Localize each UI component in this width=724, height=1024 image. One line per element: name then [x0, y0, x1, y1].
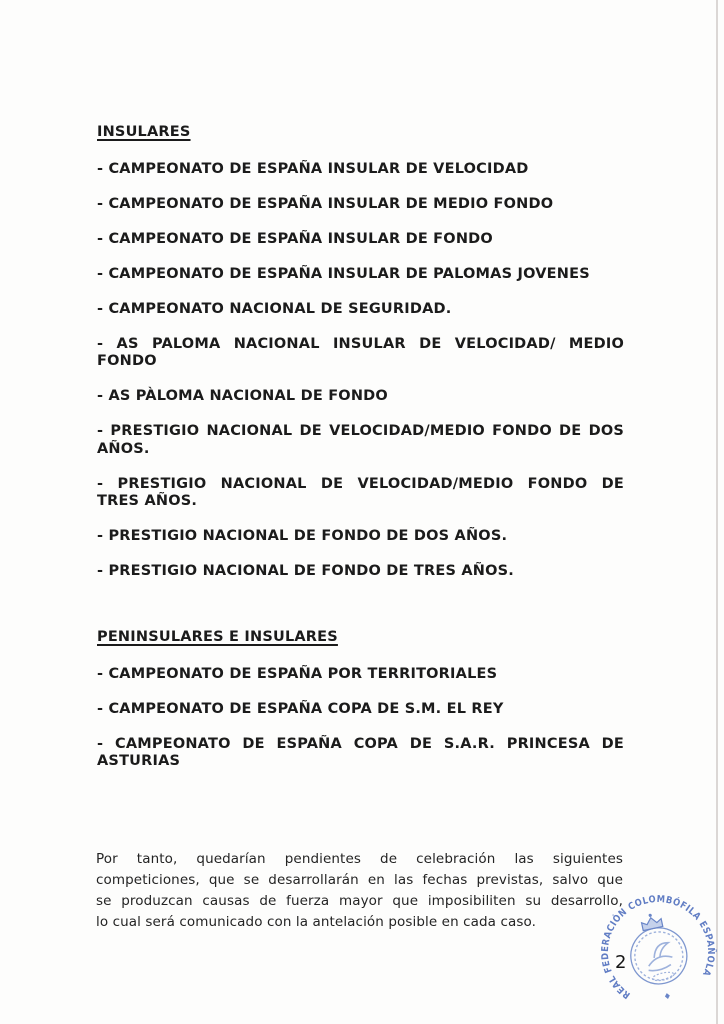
crown-icon: [640, 912, 663, 931]
list-item: [97, 736, 624, 771]
page-number: 2: [615, 952, 627, 973]
list-item-line: TRES AÑOS.: [97, 493, 198, 509]
list-item-line: AÑOS.: [97, 440, 150, 457]
dove-icon: [644, 942, 675, 972]
list-item: [97, 476, 624, 511]
list-item-line: - CAMPEONATO DE ESPAÑA COPA DE S.M. EL REY: [97, 700, 504, 717]
closing-paragraph: [96, 849, 623, 933]
section-heading: PENINSULARES E INSULARES: [97, 629, 338, 645]
list-item-line: - CAMPEONATO DE ESPAÑA POR TERRITORIALES: [97, 665, 498, 682]
list-item-line: - CAMPEONATO NACIONAL DE SEGURIDAD.: [97, 300, 452, 317]
list-item: [97, 266, 624, 284]
list-item-line: - AS PÀLOMA NACIONAL DE FONDO: [97, 388, 388, 404]
list-item-line: - CAMPEONATO DE ESPAÑA INSULAR DE PALOMAS JOVENES: [97, 265, 590, 282]
list-item: [97, 388, 624, 406]
list-item: [97, 336, 624, 371]
list-item: [97, 701, 624, 719]
list-item: [97, 161, 624, 179]
stamp-inner-circle: [626, 923, 692, 989]
stamp-bottom-star-icon: [664, 993, 670, 1000]
list-item: [97, 423, 624, 458]
closing-paragraph-line: lo cual será comunicado con la antelación posible en cada caso.: [96, 914, 536, 930]
list-item-line: - CAMPEONATO DE ESPAÑA COPA DE S.A.R. PRINCESA DE: [97, 735, 624, 752]
list-item: [97, 563, 624, 581]
list-item-line: - PRESTIGIO NACIONAL DE FONDO DE TRES AÑOS.: [97, 563, 514, 579]
list-item-line: - CAMPEONATO DE ESPAÑA INSULAR DE MEDIO FONDO: [97, 195, 554, 212]
scan-edge-line: [716, 0, 718, 1024]
list-item-line: - AS PALOMA NACIONAL INSULAR DE VELOCIDAD/ MEDIO: [97, 335, 624, 352]
closing-paragraph-line: se produzcan causas de fuerza mayor que imposibiliten su desarrollo,: [96, 893, 623, 909]
list-item-line: - PRESTIGIO NACIONAL DE FONDO DE DOS AÑOS.: [97, 528, 508, 544]
list-item-line: - PRESTIGIO NACIONAL DE VELOCIDAD/MEDIO FONDO DE DOS: [97, 423, 624, 439]
list-item-line: - CAMPEONATO DE ESPAÑA INSULAR DE VELOCIDAD: [97, 160, 529, 177]
list-item: [97, 528, 624, 546]
list-item: [97, 301, 624, 319]
federation-stamp: [584, 878, 724, 1024]
list-item: [97, 666, 624, 684]
list-item-line: ASTURIAS: [97, 753, 181, 769]
championship-lists: [97, 124, 624, 788]
list-item: [97, 231, 624, 249]
closing-paragraph-line: Por tanto, quedarían pendientes de celebración las siguientes: [96, 851, 623, 867]
list-item: [97, 196, 624, 214]
closing-paragraph-line: competiciones, que se desarrollarán en las fechas previstas, salvo que: [96, 872, 623, 888]
section-heading: INSULARES: [97, 124, 191, 140]
list-item-line: - PRESTIGIO NACIONAL DE VELOCIDAD/MEDIO FONDO DE: [97, 475, 624, 492]
list-item-line: FONDO: [97, 353, 157, 369]
stamp-ring-text: REAL FEDERACIÓN COLOMBÓFILA ESPAÑOLA: [599, 893, 717, 1001]
list-item-line: - CAMPEONATO DE ESPAÑA INSULAR DE FONDO: [97, 230, 493, 247]
